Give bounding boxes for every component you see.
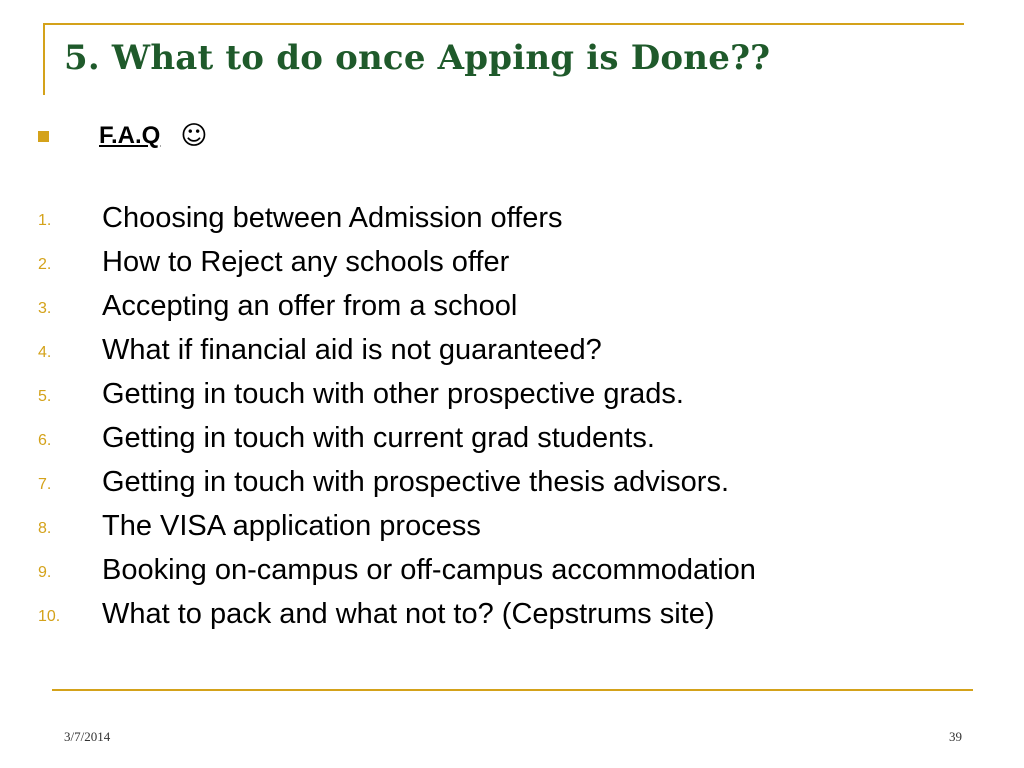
frame-top-line [43,23,964,25]
item-number: 3. [38,300,52,317]
square-bullet-icon [38,131,49,142]
smiley-icon: ☺ [180,121,208,151]
item-number: 2. [38,256,52,273]
item-text: Getting in touch with current grad students. [102,422,655,454]
item-text: Choosing between Admission offers [102,202,563,234]
item-text: The VISA application process [102,510,481,542]
page-number: 39 [949,729,962,744]
footer-divider [52,689,973,691]
item-number: 6. [38,432,52,449]
faq-label: F.A.Q [99,122,161,149]
item-number: 5. [38,388,52,405]
item-text: Booking on-campus or off-campus accommodation [102,554,756,586]
item-text: What to pack and what not to? (Cepstrums site) [102,598,715,630]
frame-left-line [43,23,45,95]
item-text: Accepting an offer from a school [102,290,518,322]
item-text: What if financial aid is not guaranteed? [102,334,602,366]
item-number: 7. [38,476,52,493]
footer-date: 3/7/2014 [64,729,111,744]
item-number: 9. [38,564,52,581]
item-number: 10. [38,608,61,625]
slide-title: 5. What to do once Apping is Done?? [64,38,771,78]
item-text: Getting in touch with other prospective grads. [102,378,684,410]
faq-heading [38,116,207,156]
item-number: 1. [38,212,52,229]
item-text: How to Reject any schools offer [102,246,510,278]
item-text: Getting in touch with prospective thesis advisors. [102,466,730,498]
item-number: 4. [38,344,52,361]
item-number: 8. [38,520,52,537]
